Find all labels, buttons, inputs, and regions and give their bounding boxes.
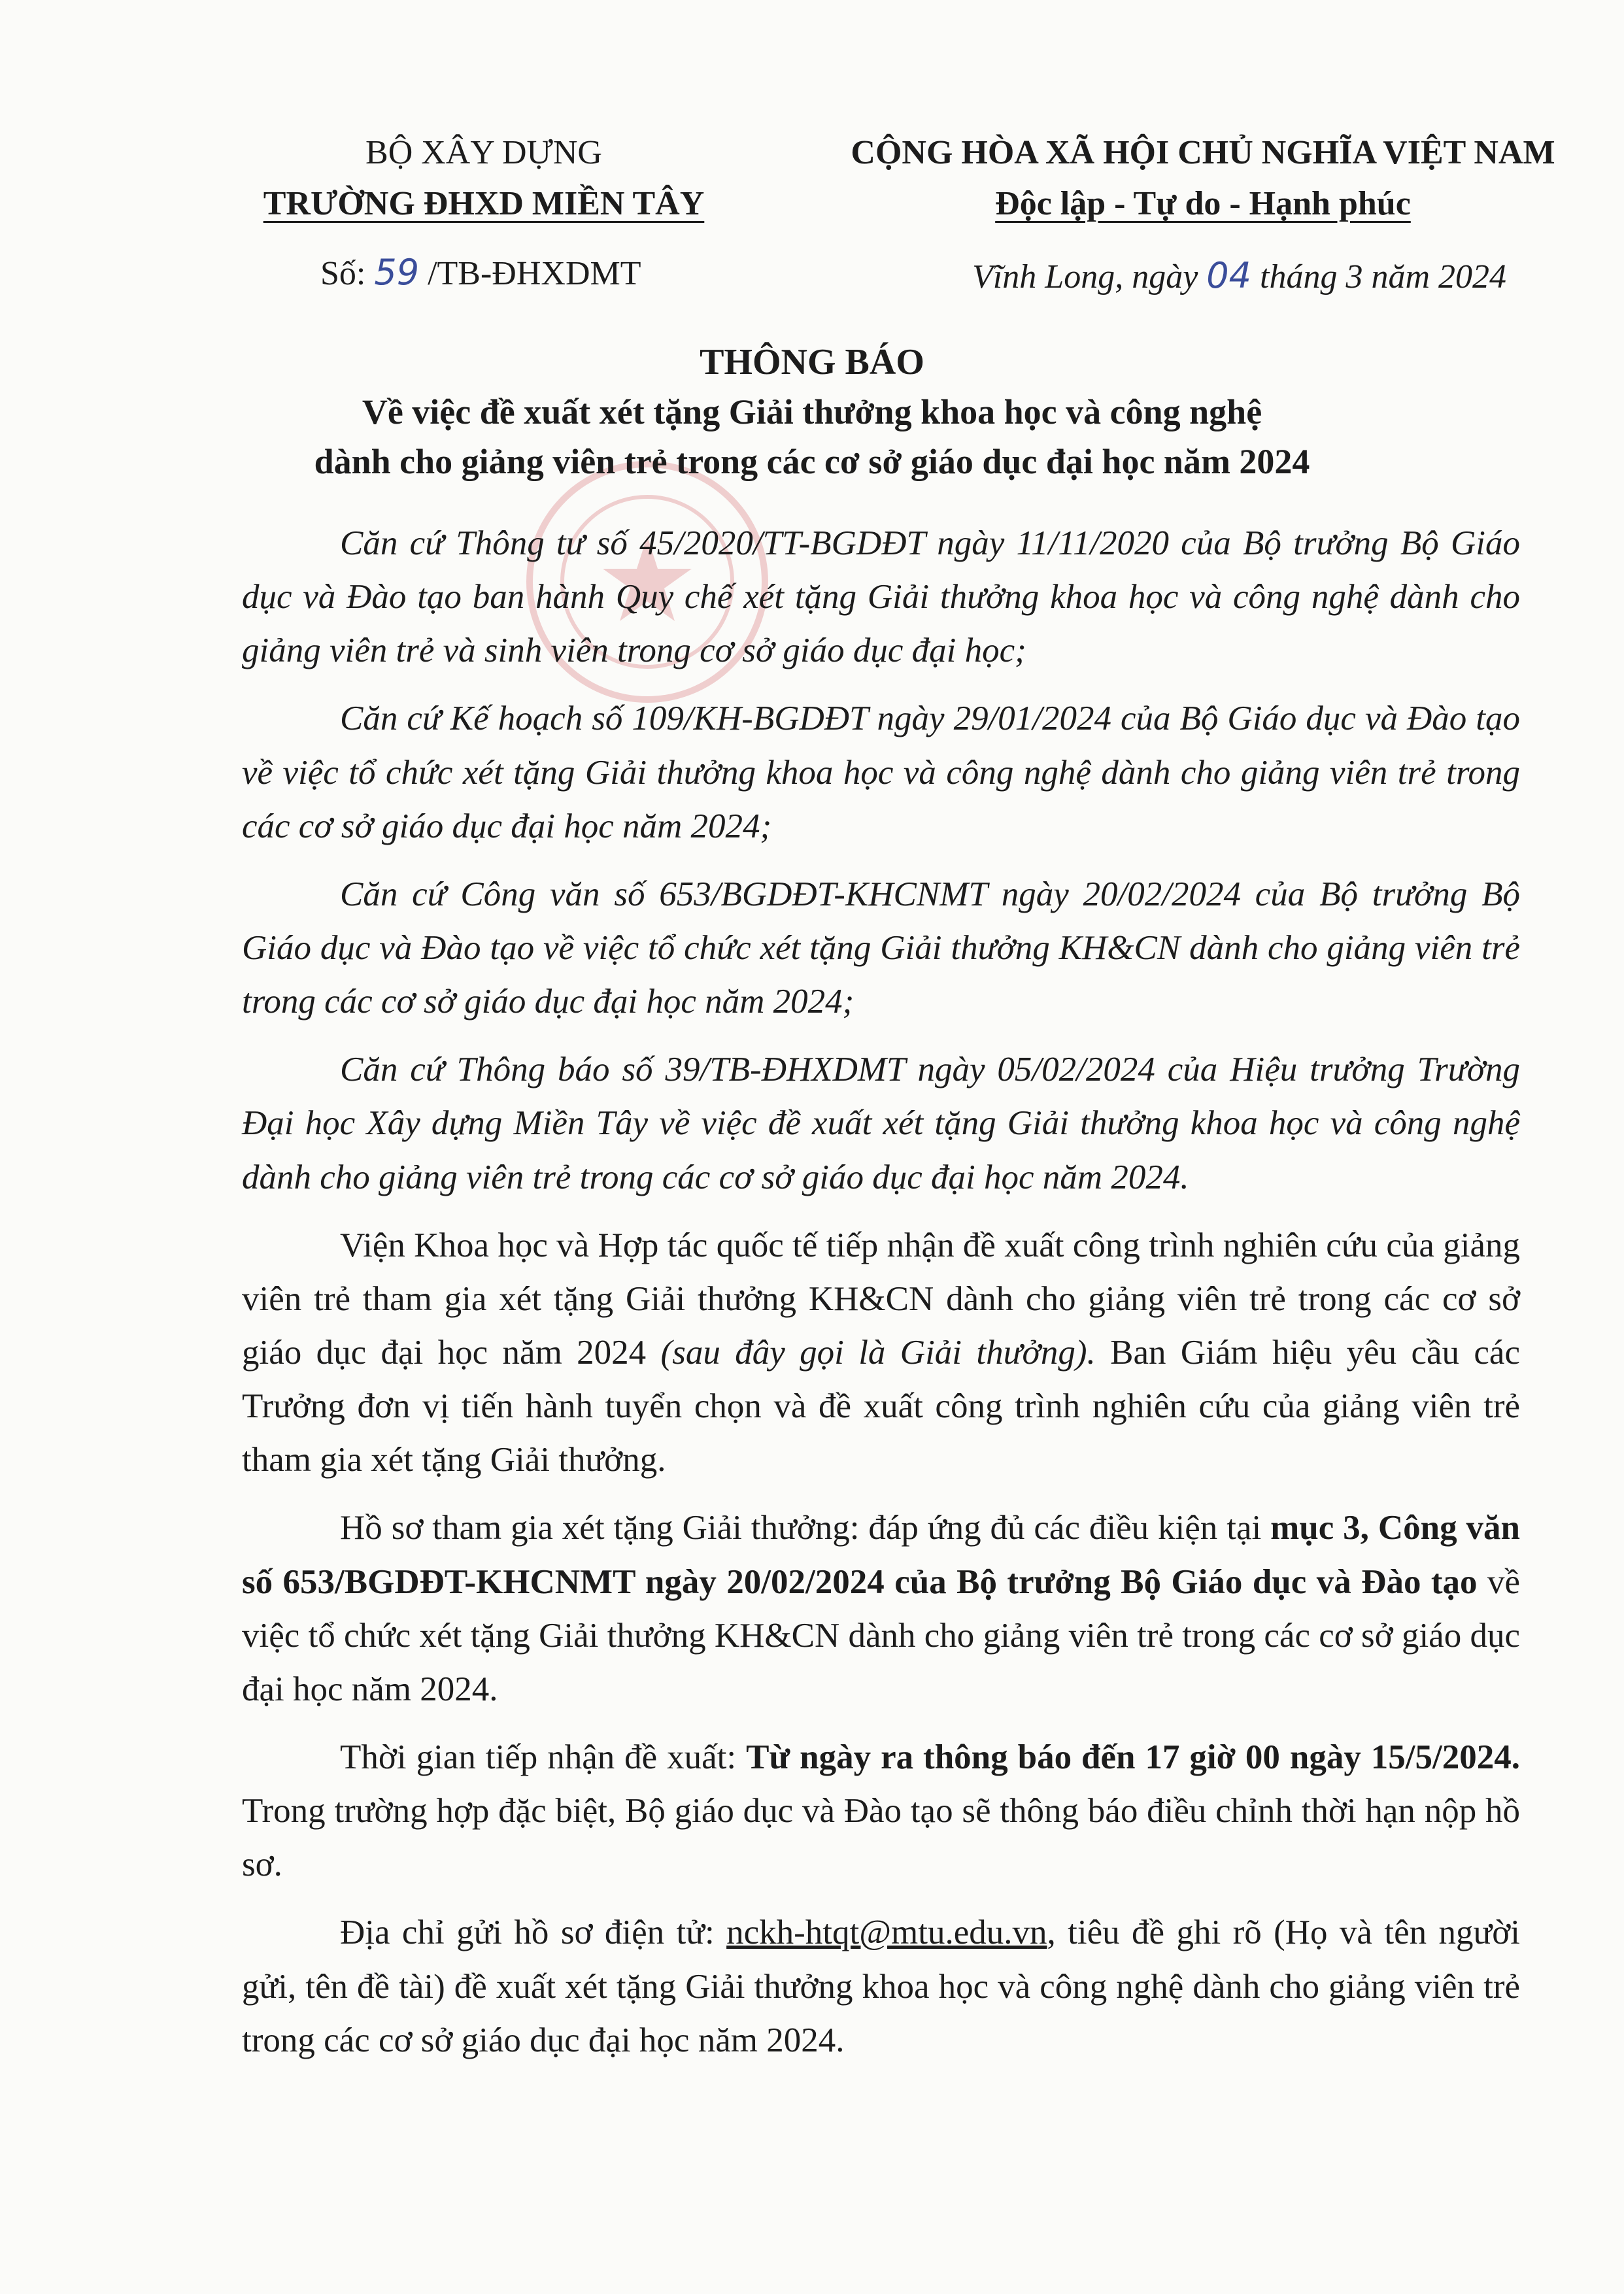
ministry-name: BỘ XÂY DỰNG — [365, 134, 602, 171]
paragraph-receiving: Viện Khoa học và Hợp tác quốc tế tiếp nhận đề xuất công trình nghiên cứu của giảng viên trẻ tham gia xét tặng Giải thưởng KH&CN dành cho giảng viên trẻ trong các cơ sở giáo dục đại học năm 2024 (sau đây gọi là Giải thưởng). Ban Giám hiệu yêu cầu các Trưởng đơn vị tiến hành tuyển chọn và đề xuất công trình nghiên cứu của giảng viên trẻ tham gia xét tặng Giải thưởng. — [242, 1226, 1520, 1479]
legal-basis-4: Căn cứ Thông báo số 39/TB-ĐHXDMT ngày 05/02/2024 của Hiệu trưởng Trường Đại học Xây dựng Miền Tây về việc đề xuất xét tặng Giải thưởng khoa học và công nghệ dành cho giảng viên trẻ trong các cơ sở giáo dục đại học năm 2024. — [242, 1051, 1520, 1196]
handwritten-number: 59 — [374, 252, 420, 293]
issuer-block — [216, 131, 752, 238]
paragraph-deadline: Thời gian tiếp nhận đề xuất: Từ ngày ra thông báo đến 17 giờ 00 ngày 15/5/2024. Trong trường hợp đặc biệt, Bộ giáo dục và Đào tạo sẽ thông báo điều chỉnh thời hạn nộp hồ sơ. — [242, 1738, 1520, 1884]
national-header — [811, 131, 1595, 238]
paragraph-email: Địa chỉ gửi hồ sơ điện tử: nckh-htqt@mtu.edu.vn, tiêu đề ghi rõ (Họ và tên người gửi, tên đề tài) đề xuất xét tặng Giải thưởng khoa học và công nghệ dành cho giảng viên trẻ trong các cơ sở giáo dục đại học năm 2024. — [242, 1914, 1520, 2059]
paragraph-dossier: Hồ sơ tham gia xét tặng Giải thưởng: đáp ứng đủ các điều kiện tại mục 3, Công văn số 653/BGDĐT-KHCNMT ngày 20/02/2024 của Bộ trưởng Bộ Giáo dục và Đào tạo về việc tổ chức xét tặng Giải thưởng KH&CN dành cho giảng viên trẻ trong các cơ sở giáo dục đại học năm 2024. — [242, 1509, 1520, 1708]
email-link[interactable]: nckh-htqt@mtu.edu.vn — [726, 1914, 1047, 1952]
document-number: Số: 59 /TB-ĐHXDMT — [320, 252, 641, 293]
legal-basis-2: Căn cứ Kế hoạch số 109/KH-BGDĐT ngày 29/01/2024 của Bộ Giáo dục và Đào tạo về việc tổ chức xét tặng Giải thưởng khoa học và công nghệ dành cho giảng viên trẻ trong các cơ sở giáo dục đại học năm 2024; — [242, 700, 1520, 845]
title-line-1: Về việc đề xuất xét tặng Giải thưởng khoa học và công nghệ — [362, 392, 1262, 432]
title-main: THÔNG BÁO — [700, 342, 924, 382]
school-name: TRƯỜNG ĐHXD MIỀN TÂY — [263, 185, 705, 222]
title-line-2: dành cho giảng viên trẻ trong các cơ sở giáo dục đại học năm 2024 — [314, 441, 1310, 481]
place-date: Vĩnh Long, ngày 04 tháng 3 năm 2024 — [972, 255, 1506, 296]
motto: Độc lập - Tự do - Hạnh phúc — [995, 185, 1411, 222]
document-body — [242, 516, 1520, 2082]
legal-basis-3: Căn cứ Công văn số 653/BGDĐT-KHCNMT ngày 20/02/2024 của Bộ trưởng Bộ Giáo dục và Đào tạo về việc tổ chức xét tặng Giải thưởng KH&CN dành cho giảng viên trẻ trong các cơ sở giáo dục đại học năm 2024; — [242, 875, 1520, 1021]
legal-basis-1: Căn cứ Thông tư số 45/2020/TT-BGDĐT ngày 11/11/2020 của Bộ trưởng Bộ Giáo dục và Đào tạo ban hành Quy chế xét tặng Giải thưởng khoa học và công nghệ dành cho giảng viên trẻ và sinh viên trong cơ sở giáo dục đại học; — [242, 524, 1520, 670]
republic-name: CỘNG HÒA XÃ HỘI CHỦ NGHĨA VIỆT NAM — [851, 134, 1555, 171]
handwritten-day: 04 — [1206, 255, 1251, 296]
document-title — [183, 337, 1441, 487]
